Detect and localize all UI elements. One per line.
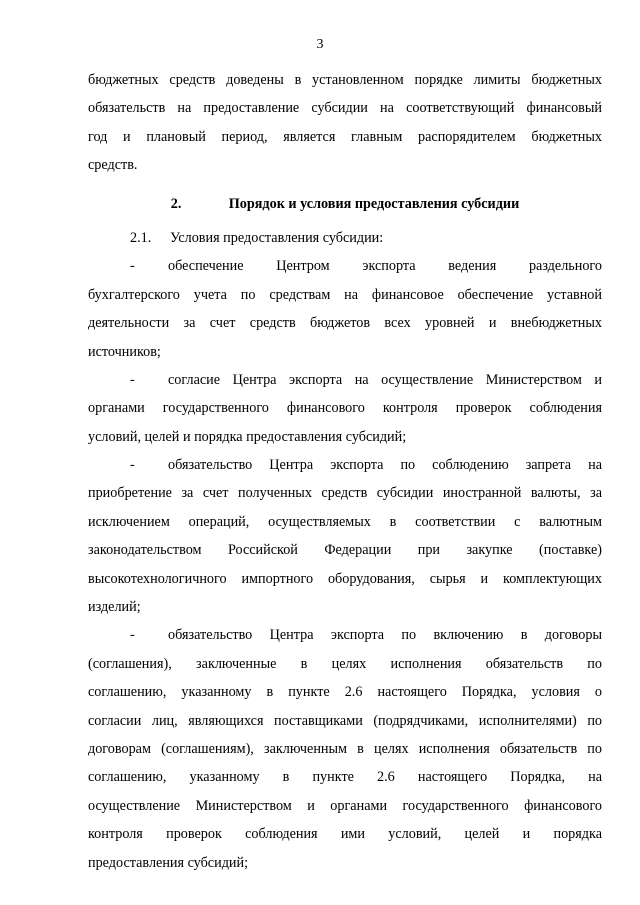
text-line: условий, целей и порядка предоставления субсидий; — [88, 428, 407, 445]
list-item-first-line — [88, 252, 602, 280]
text-line: обеспечение Центром экспорта ведения раздельного — [168, 258, 602, 275]
list-dash: - — [130, 258, 135, 275]
text-line: предоставления субсидий; — [88, 854, 249, 871]
page-number: 3 — [316, 37, 324, 52]
clause-heading — [88, 224, 602, 252]
text-line: изделий; — [88, 599, 141, 616]
text-line: приобретение за счет полученных средств субсидии иностранной валюты, за — [88, 485, 602, 502]
text-line: год и плановый период, является главным распорядителем бюджетных — [88, 128, 602, 145]
text-line: обязательств на предоставление субсидии на соответствующий финансовый — [88, 100, 602, 117]
text-line: бюджетных средств доведены в установленном порядке лимиты бюджетных — [88, 72, 602, 88]
list-item — [88, 451, 602, 621]
text-line: средств. — [88, 157, 138, 174]
list-item-first-line — [88, 451, 602, 479]
text-line: соглашению, указанному в пункте 2.6 настоящего Порядка, условия о — [88, 684, 602, 701]
section-title: Порядок и условия предоставления субсидии — [228, 195, 520, 212]
intro-paragraph — [88, 66, 602, 180]
text-line: законодательством Российской Федерации при закупке (поставке) — [88, 542, 602, 559]
text-line: деятельности за счет средств бюджетов всех уровней и внебюджетных — [88, 315, 602, 332]
text-line: согласии лиц, являющихся поставщиками (подрядчиками, исполнителями) по — [88, 712, 602, 729]
section-number: 2. — [170, 195, 182, 212]
text-line: исключением операций, осуществляемых в соответствии с валютным — [88, 513, 602, 530]
list-item — [88, 252, 602, 366]
clause-number: 2.1. — [130, 229, 152, 246]
list-item-first-line — [88, 366, 602, 394]
text-line: соглашению, указанному в пункте 2.6 настоящего Порядка, на — [88, 769, 602, 786]
list-dash: - — [130, 457, 135, 474]
text-line: органами государственного финансового контроля проверок соблюдения — [88, 400, 602, 417]
text-line: согласие Центра экспорта на осуществление Министерством и — [168, 371, 602, 388]
list-item — [88, 621, 602, 877]
list-item-first-line — [88, 621, 602, 649]
list-item — [88, 366, 602, 451]
text-line: источников; — [88, 343, 161, 360]
text-line: (соглашения), заключенные в целях исполнения обязательств по — [88, 655, 602, 672]
text-line: бухгалтерского учета по средствам на финансовое обеспечение уставной — [88, 286, 602, 303]
text-line: контроля проверок соблюдения ими условий, целей и порядка — [88, 826, 602, 843]
list-dash: - — [130, 371, 135, 388]
text-line: договорам (соглашениям), заключенным в целях исполнения обязательств по — [88, 740, 602, 757]
document-body — [88, 66, 602, 877]
section-heading — [88, 190, 602, 218]
text-line: обязательство Центра экспорта по соблюдению запрета на — [168, 457, 602, 474]
list-dash: - — [130, 627, 135, 644]
text-line: обязательство Центра экспорта по включению в договоры — [168, 627, 602, 644]
text-line: высокотехнологичного импортного оборудования, сырья и комплектующих — [88, 570, 602, 587]
clause-text: Условия предоставления субсидии: — [170, 229, 384, 246]
text-line: осуществление Министерством и органами государственного финансового — [88, 797, 602, 814]
